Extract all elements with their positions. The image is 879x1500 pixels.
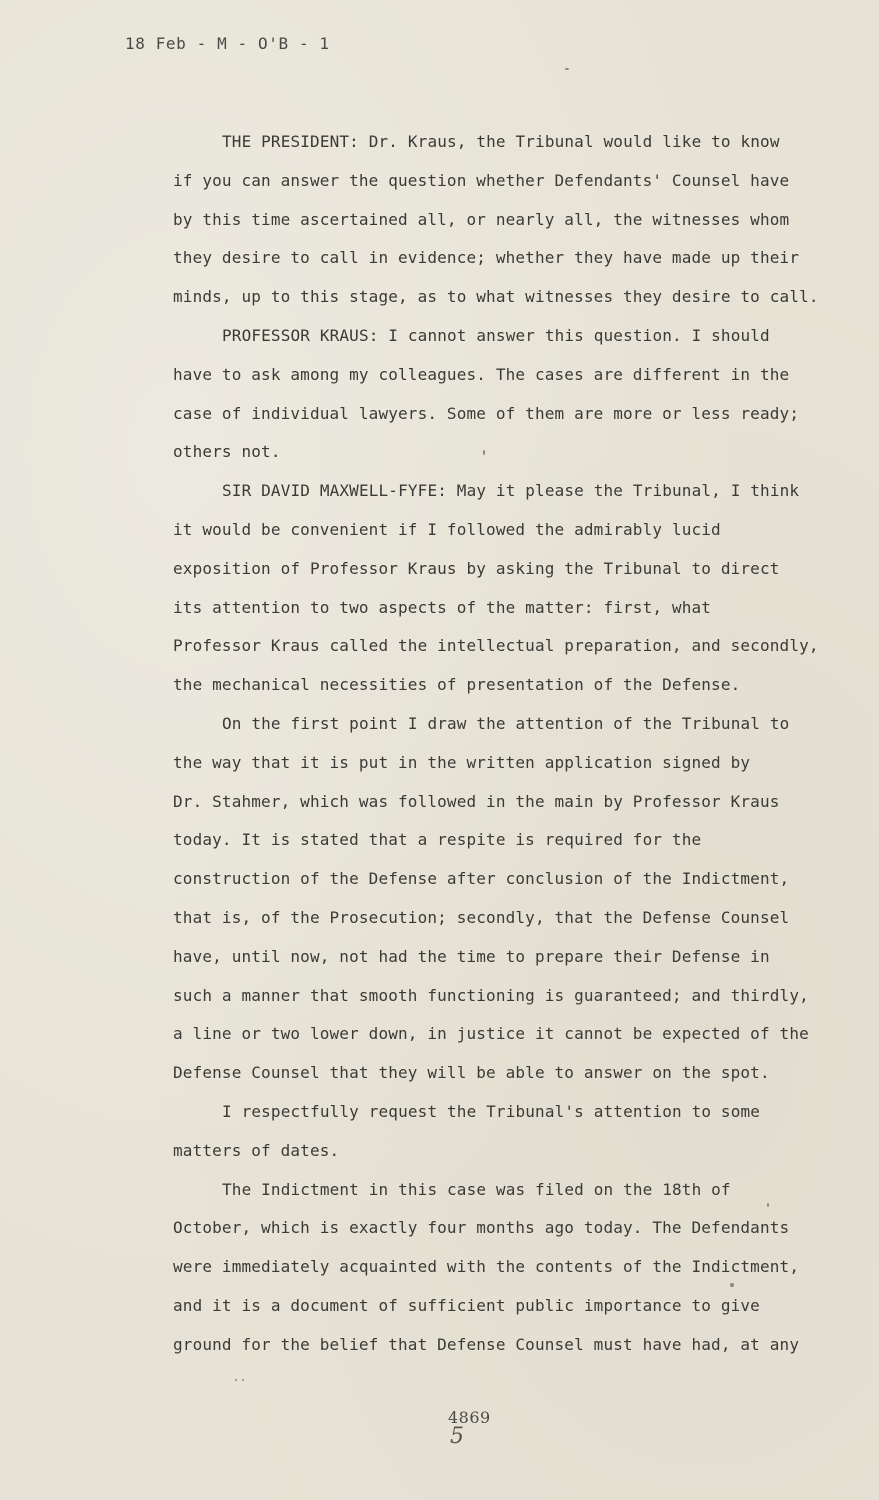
text-line: October, which is exactly four months ago today. The Defendants xyxy=(173,1218,790,1238)
text-line: SIR DAVID MAXWELL-FYFE: May it please the Tribunal, I think xyxy=(222,481,800,501)
page-header: 18 Feb - M - O'B - 1 xyxy=(125,34,330,53)
text-line: matters of dates. xyxy=(173,1140,340,1160)
text-line: exposition of Professor Kraus by asking the Tribunal to direct xyxy=(173,558,780,578)
text-line: ground for the belief that Defense Counsel must have had, at any xyxy=(173,1334,800,1354)
text-line: a line or two lower down, in justice it cannot be expected of the xyxy=(173,1024,809,1044)
transcript-body xyxy=(173,123,833,1365)
handwritten-page-number: 5 xyxy=(450,1424,464,1449)
text-line: THE PRESIDENT: Dr. Kraus, the Tribunal would like to know xyxy=(222,132,780,151)
text-line: by this time ascertained all, or nearly all, the witnesses whom xyxy=(173,209,790,229)
text-line: minds, up to this stage, as to what witnesses they desire to call. xyxy=(173,287,819,307)
text-line: such a manner that smooth functioning is guaranteed; and thirdly, xyxy=(173,985,809,1005)
text-line: they desire to call in evidence; whether they have made up their xyxy=(173,248,800,268)
text-line: I respectfully request the Tribunal's attention to some xyxy=(222,1101,761,1121)
text-line: have to ask among my colleagues. The cases are different in the xyxy=(173,364,790,384)
paper-speck xyxy=(767,1203,769,1207)
paper-speck xyxy=(242,1379,244,1381)
text-line: Professor Kraus called the intellectual preparation, and secondly, xyxy=(173,636,819,656)
text-line: Defense Counsel that they will be able to answer on the spot. xyxy=(173,1063,770,1083)
paper-speck xyxy=(483,450,485,455)
text-line: have, until now, not had the time to prepare their Defense in xyxy=(173,946,770,966)
text-line: if you can answer the question whether Defendants' Counsel have xyxy=(173,170,790,190)
text-line: the mechanical necessities of presentation of the Defense. xyxy=(173,675,741,695)
text-line: case of individual lawyers. Some of them are more or less ready; xyxy=(173,403,800,423)
text-line: were immediately acquainted with the contents of the Indictment, xyxy=(173,1257,800,1277)
text-line: The Indictment in this case was filed on the 18th of xyxy=(222,1179,731,1199)
text-line: the way that it is put in the written application signed by xyxy=(173,752,751,772)
paper-speck xyxy=(730,1283,734,1287)
text-line: others not. xyxy=(173,442,281,462)
paper-speck xyxy=(235,1379,237,1381)
text-line: today. It is stated that a respite is required for the xyxy=(173,830,702,850)
text-line: and it is a document of sufficient public importance to give xyxy=(173,1295,760,1315)
text-line: On the first point I draw the attention of the Tribunal to xyxy=(222,713,790,733)
text-line: it would be convenient if I followed the admirably lucid xyxy=(173,519,721,539)
page-stamp-number: 4869 xyxy=(448,1408,491,1427)
text-line: its attention to two aspects of the matter: first, what xyxy=(173,597,712,617)
text-line: that is, of the Prosecution; secondly, that the Defense Counsel xyxy=(173,907,790,927)
paper-speck xyxy=(565,68,569,70)
text-line: construction of the Defense after conclusion of the Indictment, xyxy=(173,869,790,889)
text-line: PROFESSOR KRAUS: I cannot answer this question. I should xyxy=(222,325,770,345)
text-line: Dr. Stahmer, which was followed in the main by Professor Kraus xyxy=(173,791,780,811)
